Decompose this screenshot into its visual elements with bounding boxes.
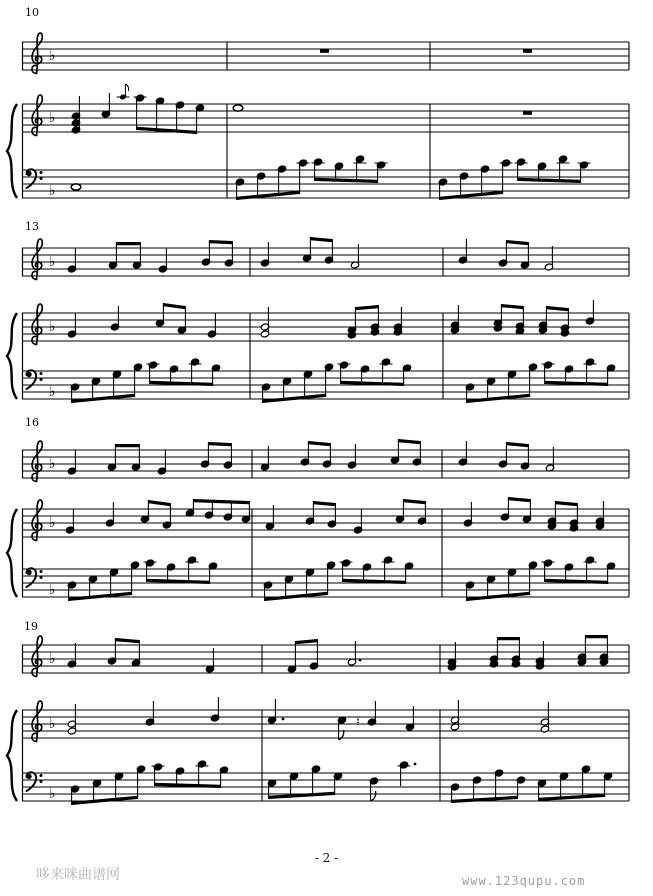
whole-rest	[523, 49, 532, 53]
system-19	[7, 635, 629, 805]
quarter-note	[267, 699, 276, 724]
augmentation-dot	[282, 718, 285, 721]
key-flat-icon	[49, 456, 56, 472]
svg-text:♭: ♭	[49, 254, 56, 270]
svg-text:♭: ♭	[49, 48, 56, 64]
whole-note	[233, 105, 243, 111]
beamed-group	[70, 363, 142, 403]
piano-treble-staff	[22, 710, 629, 738]
beamed-group	[302, 237, 333, 264]
system-10	[7, 33, 629, 200]
half-chord	[67, 704, 76, 735]
half-chord	[450, 700, 459, 731]
svg-text:♮: ♮	[356, 715, 360, 728]
svg-text:♭: ♭	[49, 183, 56, 199]
svg-text:♭: ♭	[49, 110, 56, 126]
treble-clef-icon	[32, 441, 42, 482]
quarter-note	[67, 643, 76, 668]
measure-number: 13	[25, 220, 39, 233]
beamed-group	[515, 155, 591, 183]
beamed-group	[395, 499, 426, 525]
beamed-group	[493, 304, 524, 335]
quarter-note	[67, 248, 76, 273]
bass-clef-icon	[26, 370, 42, 389]
notes	[67, 697, 549, 740]
page-number: - 2 -	[314, 851, 339, 865]
treble-clef-icon	[32, 95, 42, 136]
notes	[320, 49, 532, 53]
key-flat-icon	[49, 183, 56, 199]
beamed-group	[140, 500, 171, 529]
key-flat-icon	[49, 319, 56, 335]
treble-clef-icon	[32, 33, 42, 74]
piano-bass-staff	[22, 170, 629, 198]
whole-note	[71, 184, 81, 190]
half-note	[545, 447, 554, 472]
svg-text:♭: ♭	[49, 319, 56, 335]
beamed-group	[152, 760, 229, 788]
beamed-group	[542, 358, 616, 386]
quarter-note	[210, 697, 219, 722]
quarter-note	[145, 701, 154, 726]
key-flat-icon	[49, 515, 56, 531]
beamed-group	[155, 303, 186, 334]
key-flat-icon	[49, 716, 56, 732]
beamed-group	[390, 439, 421, 466]
quarter-note	[101, 93, 110, 118]
beamed-group	[498, 240, 529, 269]
notes	[71, 84, 532, 134]
eighth-note	[369, 777, 378, 801]
quarter-note	[458, 239, 467, 264]
beamed-group	[542, 556, 616, 584]
beamed-group	[465, 561, 537, 601]
whole-rest	[523, 111, 532, 115]
notes	[67, 556, 615, 601]
quarter-note	[110, 306, 119, 331]
system-16	[7, 439, 629, 601]
half-chord	[260, 307, 269, 338]
piano-brace	[7, 104, 17, 198]
key-flat-icon	[49, 254, 56, 270]
quarter-note	[207, 313, 216, 338]
bass-clef-icon	[26, 169, 42, 188]
beamed-group	[538, 306, 569, 337]
whole-rest	[320, 49, 329, 53]
treble-clef-icon	[32, 636, 42, 677]
beamed-group	[70, 765, 145, 805]
key-flat-icon	[49, 110, 56, 126]
quarter-note	[458, 441, 467, 466]
quarter-note	[67, 450, 76, 475]
piano-bass-staff	[22, 773, 629, 801]
site-url-text: www.123qupu.com	[462, 874, 586, 888]
svg-text:♭: ♭	[49, 716, 56, 732]
beamed-group	[450, 769, 525, 803]
svg-text:♭: ♭	[49, 651, 56, 667]
notes	[70, 358, 615, 403]
treble-clef-icon	[32, 701, 42, 742]
svg-text:♭: ♭	[49, 456, 56, 472]
beamed-group	[185, 499, 250, 523]
measure-number: 10	[25, 6, 39, 19]
quarter-note	[158, 248, 167, 273]
beamed-group	[438, 159, 512, 200]
beamed-group	[201, 240, 233, 267]
notes	[71, 155, 590, 200]
natural-icon	[356, 715, 360, 728]
beamed-group	[263, 561, 335, 601]
beamed-group	[200, 442, 232, 469]
beamed-group	[235, 159, 309, 200]
augmentation-dot	[414, 763, 417, 766]
notes	[70, 760, 612, 805]
svg-text:♭: ♭	[49, 582, 56, 598]
beamed-group	[537, 765, 612, 801]
quarter-note	[585, 300, 594, 325]
beamed-group	[134, 94, 205, 134]
treble-clef-icon	[32, 304, 42, 345]
quarter-chord	[450, 305, 459, 334]
eighth-note	[337, 716, 346, 740]
beamed-group	[67, 561, 139, 601]
quarter-note	[463, 502, 472, 527]
piano-brace	[7, 313, 17, 399]
quarter-chord	[447, 642, 456, 671]
quarter-note	[260, 242, 269, 267]
quarter-chord	[393, 307, 402, 336]
quarter-note	[157, 450, 166, 475]
watermark-text: 哆来咪曲谱网	[36, 867, 120, 883]
beamed-group	[144, 556, 218, 584]
key-flat-icon	[49, 786, 56, 802]
beamed-group	[500, 497, 531, 523]
beamed-group	[287, 639, 318, 673]
quarter-note	[353, 509, 362, 534]
quarter-note	[367, 701, 376, 726]
beamed-group	[312, 155, 388, 183]
beamed-group	[305, 501, 336, 528]
key-flat-icon	[49, 384, 56, 400]
quarter-note	[65, 509, 74, 534]
measure-number: 19	[24, 620, 38, 633]
quarter-note	[67, 313, 76, 338]
grace-note	[117, 84, 130, 100]
notes	[67, 300, 594, 339]
treble-clef-icon	[32, 239, 42, 280]
beamed-group	[577, 635, 608, 666]
piano-treble-staff	[22, 104, 629, 132]
bass-clef-icon	[26, 772, 42, 791]
beamed-group	[498, 442, 529, 470]
quarter-note	[398, 761, 411, 786]
beamed-group	[465, 363, 537, 403]
key-flat-icon	[49, 48, 56, 64]
half-note	[544, 246, 553, 271]
quarter-chord	[71, 96, 80, 134]
measure-number: 16	[25, 416, 39, 429]
key-flat-icon	[49, 651, 56, 667]
svg-text:♭: ♭	[49, 786, 56, 802]
notes	[67, 635, 608, 673]
svg-text:♭: ♭	[49, 384, 56, 400]
vocal-staff	[22, 42, 629, 70]
svg-text:♭: ♭	[49, 515, 56, 531]
piano-brace	[7, 509, 17, 597]
piano-brace	[7, 710, 17, 801]
beamed-group	[261, 363, 333, 403]
quarter-note	[105, 502, 114, 527]
notes	[65, 497, 604, 534]
treble-clef-icon	[32, 500, 42, 541]
bass-clef-icon	[26, 568, 42, 587]
beamed-group	[338, 358, 412, 386]
beamed-group	[147, 358, 221, 386]
key-flat-icon	[49, 582, 56, 598]
beamed-group	[340, 556, 414, 584]
system-13	[7, 237, 629, 403]
quarter-chord	[595, 501, 604, 530]
quarter-note	[347, 444, 356, 469]
